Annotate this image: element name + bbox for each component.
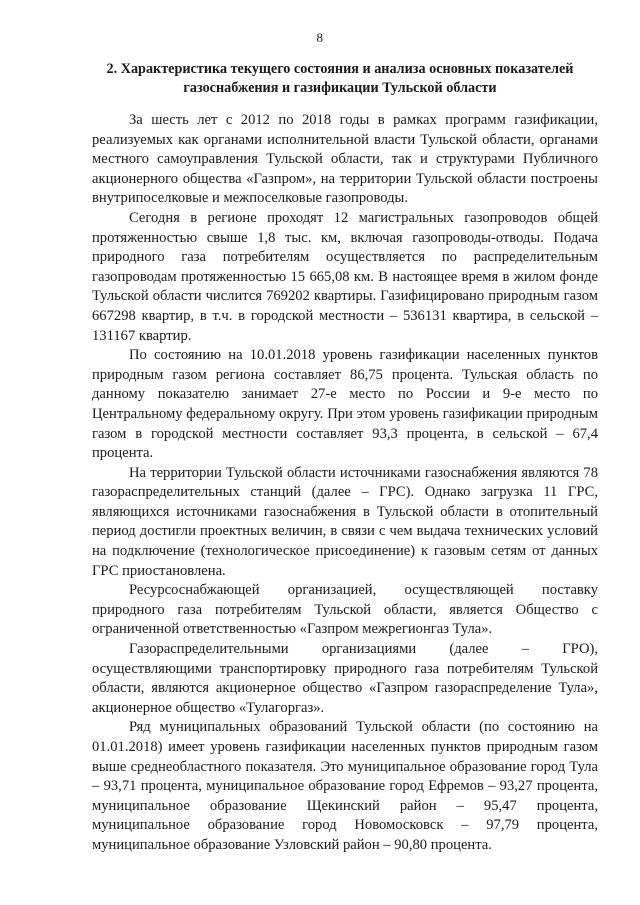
body-text bbox=[92, 111, 598, 856]
paragraph-municipal-formations: Ряд муниципальных образований Тульской области (по состоянию на 01.01.2018) имеет уровень газификации населенных пунктов природным газом выше среднеобластного показателя. Это муниципальное образование город Тула – 93,71 процента, муниципальное образование город Ефремов – 93,27 процента, муниципальное образование Щекинский район – 95,47 процента, муниципальное образование город Новомосковск – 97,79 процента, муниципальное образование Узловский район – 90,80 процента. bbox=[92, 719, 598, 853]
paragraph-gasification-programs: За шесть лет с 2012 по 2018 годы в рамках программ газификации, реализуемых как органами исполнительной власти Тульской области, органами местного самоуправления Тульской области, так и структурами Публичного акционерного общества «Газпром», на территории Тульской области построены внутрипоселковые и межпоселковые газопроводы. bbox=[92, 112, 598, 207]
section-heading: 2. Характеристика текущего состояния и анализа основных показателей газоснабжения и газификации Тульской области bbox=[106, 61, 574, 96]
paragraph-supplier-organization: Ресурсоснабжающей организацией, осуществляющей поставку природного газа потребителям Тульской области, является Общество с ограниченной ответственностью «Газпром межрегионгаз Тула». bbox=[92, 582, 598, 638]
page-number: 8 bbox=[316, 30, 324, 45]
paragraph-distribution-organizations: Газораспределительными организациями (далее – ГРО), осуществляющими транспортировку природного газа потребителям Тульской области, являются акционерное общество «Газпром газораспределение Тула», акционерное общество «Тулагоргаз». bbox=[92, 641, 598, 716]
paragraph-gasification-level: По состоянию на 10.01.2018 уровень газификации населенных пунктов природным газом региона составляет 86,75 процента. Тульская область по данному показателю занимает 27-е место по России и 9-е место по Центральному федеральному округу. При этом уровень газификации природным газом в городской местности составляет 93,3 процента, в сельской – 67,4 процента. bbox=[92, 347, 598, 462]
paragraph-gas-pipelines: Сегодня в регионе проходят 12 магистральных газопроводов общей протяженностью свыше 1,8 тыс. км, включая газопроводы-отводы. Подача природного газа потребителям осуществляется по распределительным газопроводам протяженностью 15 665,08 км. В настоящее время в жилом фонде Тульской области числится 769202 квартиры. Газифицировано природным газом 667298 квартир, в т.ч. в городской местности – 536131 квартира, в сельской – 131167 квартир. bbox=[92, 209, 598, 344]
paragraph-distribution-stations: На территории Тульской области источниками газоснабжения являются 78 газораспределительных станций (далее – ГРС). Однако загрузка 11 ГРС, являющихся источниками газоснабжения в Тульской области в отопительный период достигли проектных величин, в связи с чем выдача технических условий на подключение (технологическое присоединение) к газовым сетям от данных ГРС приостановлена. bbox=[92, 464, 598, 579]
